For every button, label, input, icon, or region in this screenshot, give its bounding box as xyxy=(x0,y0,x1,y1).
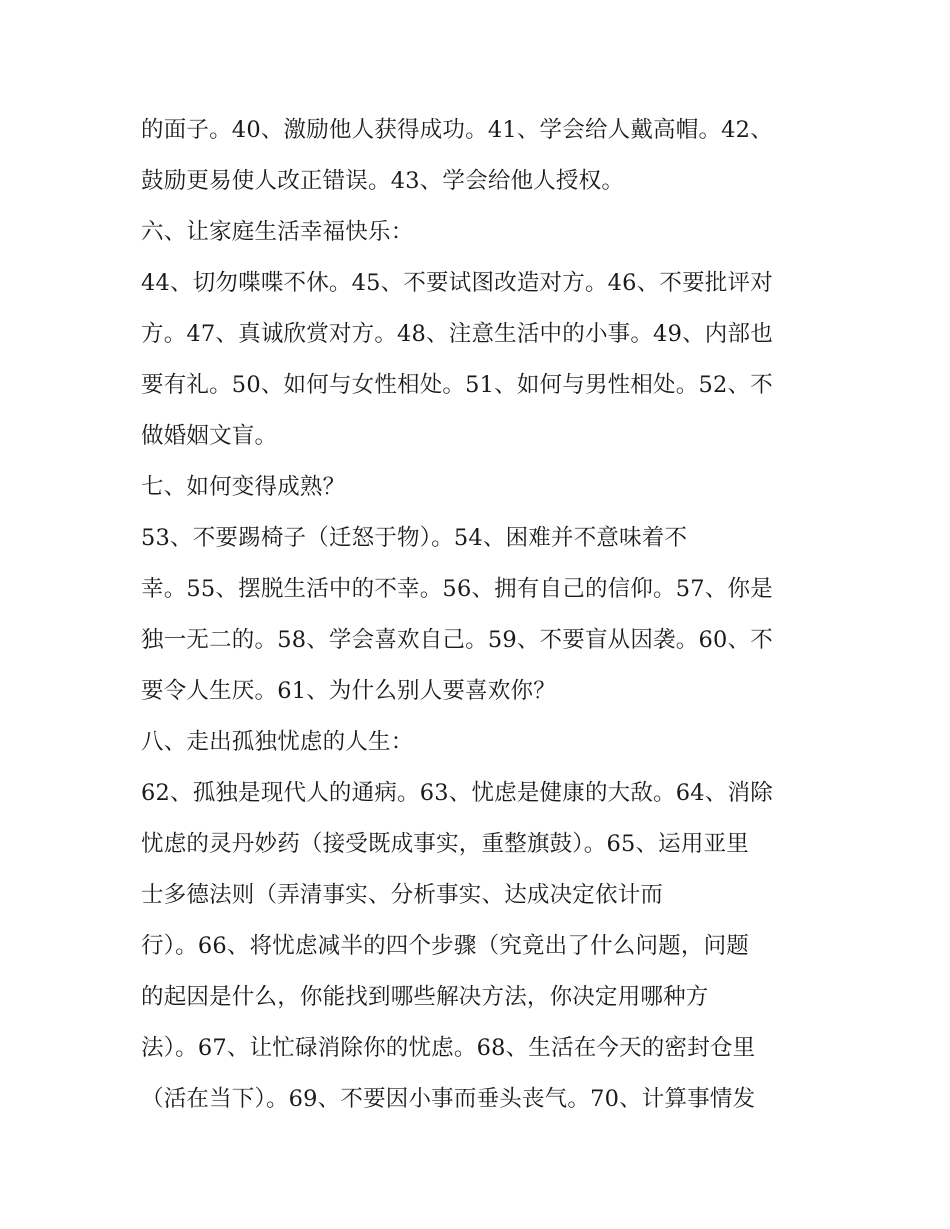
text-line: 的起因是什么，你能找到哪些解决方法，你决定用哪种方 xyxy=(141,984,709,1010)
text-line: 要令人生厌。61、为什么别人要喜欢你？ xyxy=(141,678,556,704)
section-heading: 七、如何变得成熟？ xyxy=(141,474,346,500)
text-line: 做婚姻文盲。 xyxy=(141,423,278,449)
section-heading: 六、让家庭生活幸福快乐： xyxy=(141,219,414,245)
text-line: 法）。67、让忙碌消除你的忧虑。68、生活在今天的密封仓里 xyxy=(141,1035,756,1061)
text-line: 独一无二的。58、学会喜欢自己。59、不要盲从因袭。60、不 xyxy=(141,627,773,653)
text-line: 53、不要踢椅子（迁怒于物）。54、困难并不意味着不 xyxy=(141,525,688,551)
text-line: 要有礼。50、如何与女性相处。51、如何与男性相处。52、不 xyxy=(141,372,773,398)
text-line: 鼓励更易使人改正错误。43、学会给他人授权。 xyxy=(141,168,625,194)
text-line: 62、孤独是现代人的通病。63、忧虑是健康的大敌。64、消除 xyxy=(141,780,773,806)
text-line: 方。47、真诚欣赏对方。48、注意生活中的小事。49、内部也 xyxy=(141,321,773,347)
text-line: 的面子。40、激励他人获得成功。41、学会给人戴高帽。42、 xyxy=(141,117,773,143)
text-line: （活在当下）。69、不要因小事而垂头丧气。70、计算事情发 xyxy=(141,1086,756,1112)
section-heading: 八、走出孤独忧虑的人生： xyxy=(141,729,414,755)
text-line: 忧虑的灵丹妙药（接受既成事实，重整旗鼓）。65、运用亚里 xyxy=(141,831,749,857)
text-line: 士多德法则（弄清事实、分析事实、达成决定依计而 xyxy=(141,882,664,908)
text-line: 行）。66、将忧虑减半的四个步骤（究竟出了什么问题，问题 xyxy=(141,933,749,959)
text-line: 44、切勿喋喋不休。45、不要试图改造对方。46、不要批评对 xyxy=(141,270,773,296)
text-line: 幸。55、摆脱生活中的不幸。56、拥有自己的信仰。57、你是 xyxy=(141,576,773,602)
body-text xyxy=(141,105,821,1125)
